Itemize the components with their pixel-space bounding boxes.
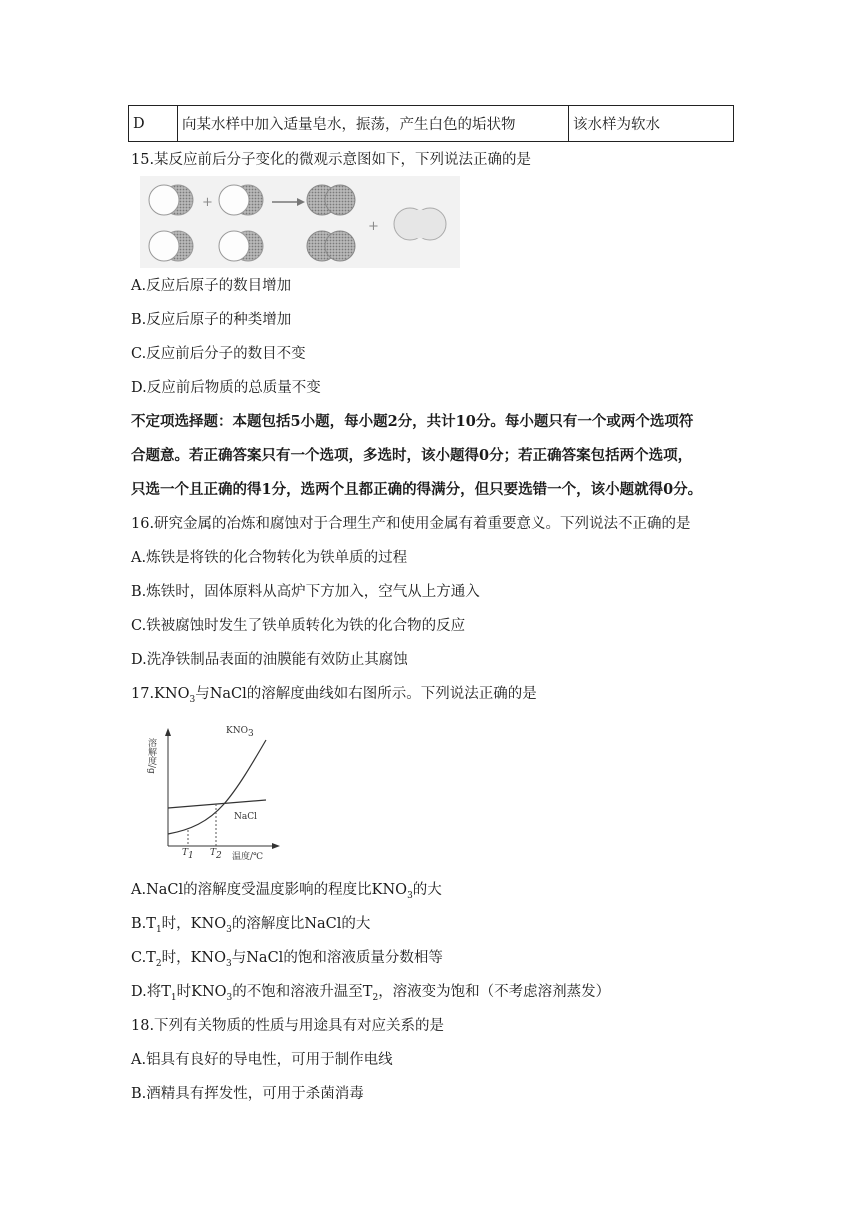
nacl-label: NaCl [234,812,258,822]
y-axis-label: 溶解度/g [146,738,156,774]
solubility-chart [140,726,280,864]
molecule-ab-2 [219,185,263,215]
q17-option-b: $B.T_1$时，$KNO_3$的溶解度比NaCl的大 [131,916,371,935]
q15-option-d: D.反应前后物质的总质量不变 [131,380,321,396]
q18-option-b: B.酒精具有挥发性，可用于杀菌消毒 [131,1086,364,1102]
table-row [129,106,734,142]
q16-option-c: C.铁被腐蚀时发生了铁单质转化为铁的化合物的反应 [131,618,466,634]
t1-label: $T_1$ [182,848,194,861]
x-axis-label: 温度/℃ [232,852,264,862]
q17-option-c: $C.T_2$时，$KNO_3$与NaCl的饱和溶液质量分数相等 [131,950,443,969]
section-instruction-3: 只选一个且正确的得1分，选两个且都正确的得满分，但只要选错一个，该小题就得0分。 [131,481,703,498]
q15-option-c: C.反应前后分子的数目不变 [131,346,306,362]
nacl-curve [168,800,266,808]
svg-text:+: + [368,219,379,234]
q16-stem: 16.研究金属的冶炼和腐蚀对于合理生产和使用金属有着重要意义。下列说法不正确的是 [131,516,691,532]
molecule-ab-1 [149,185,193,215]
section-instruction-1: 不定项选择题：本题包括5小题，每小题2分，共计10分。每小题只有一个或两个选项符 [131,413,694,430]
q17-option-d: D.将$T_1$时$KNO_3$的不饱和溶液升温至$T_2$，溶液变为饱和（不考虑溶剂蒸发） [131,984,611,1003]
option-label-cell: D [129,106,178,142]
molecule-diagram [140,176,460,268]
q16-option-b: B.炼铁时，固体原料从高炉下方加入，空气从上方通入 [131,584,480,600]
q15-option-a: A.反应后原子的数目增加 [131,278,292,294]
options-table [128,105,734,142]
molecule-ab-3 [149,231,193,261]
q15-stem: 15.某反应前后分子变化的微观示意图如下，下列说法正确的是 [131,152,532,168]
section-instruction-2: 合题意。若正确答案只有一个选项，多选时，该小题得0分；若正确答案包括两个选项， [131,447,693,464]
molecule-ab-4 [219,231,263,261]
q16-option-a: A.炼铁是将铁的化合物转化为铁单质的过程 [131,550,408,566]
molecule-aa [394,208,446,240]
kno3-label: $KNO_3$ [226,726,254,739]
q15-option-b: B.反应后原子的种类增加 [131,312,292,328]
q18-option-a: A.铝具有良好的导电性，可用于制作电线 [131,1052,393,1068]
svg-text:+: + [202,195,213,210]
q18-stem: 18.下列有关物质的性质与用途具有对应关系的是 [131,1018,445,1034]
q17-option-a: A.NaCl的溶解度受温度影响的程度比$KNO_3$的大 [131,882,442,901]
q17-stem: $17.KNO_3$与NaCl的溶解度曲线如右图所示。下列说法正确的是 [131,686,537,705]
operation-cell: 向某水样中加入适量皂水，振荡，产生白色的垢状物 [178,106,569,142]
t2-label: $T_2$ [210,848,222,861]
q16-option-d: D.洗净铁制品表面的油膜能有效防止其腐蚀 [131,652,408,668]
molecule-bb-2 [307,231,355,261]
molecule-bb-1 [307,185,355,215]
conclusion-cell: 该水样为软水 [569,106,734,142]
